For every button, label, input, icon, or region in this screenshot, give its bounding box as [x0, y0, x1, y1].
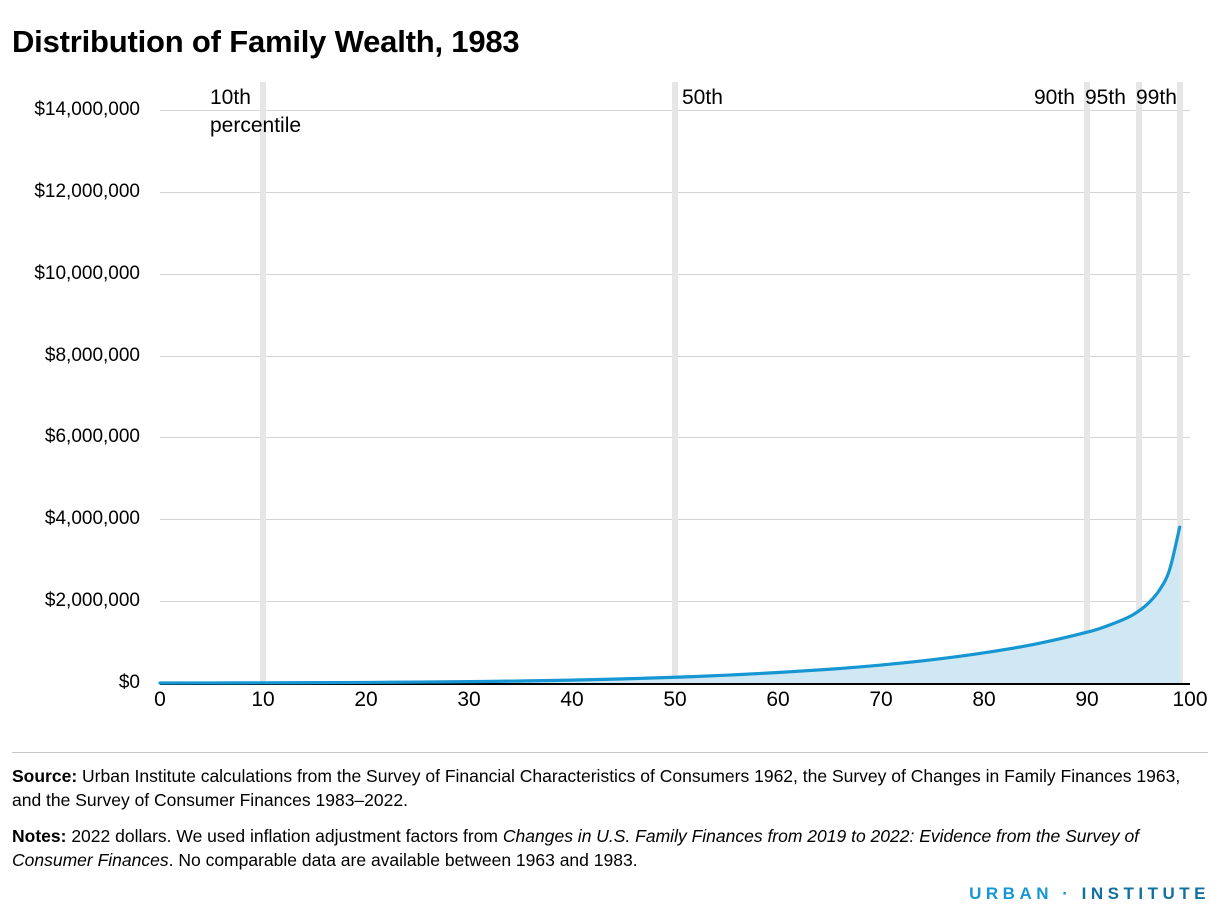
percentile-label-90: 90th: [1034, 86, 1075, 109]
area-fill: [160, 527, 1180, 683]
footer-divider: [12, 752, 1208, 753]
percentile-label-10: 10th: [210, 86, 251, 109]
x-tick-label: 70: [869, 688, 893, 711]
y-axis-labels: [0, 99, 150, 693]
x-tick-label: 20: [354, 688, 378, 711]
percentile-label-95: 95th: [1085, 86, 1126, 109]
notes-italic-title: Changes in U.S. Family Finances from 2019 to 2022: Evidence from the Survey of Consumer Finances: [12, 826, 1140, 870]
plot-area: [160, 86, 1190, 683]
y-tick-label: $10,000,000: [34, 262, 140, 284]
x-tick-label: 90: [1075, 688, 1099, 711]
percentile-sublabel-10: percentile: [210, 114, 302, 137]
y-tick-label: $4,000,000: [44, 508, 140, 530]
logo-urban: URBAN: [969, 884, 1054, 903]
x-tick-label: 40: [560, 688, 584, 711]
x-tick-label: 10: [251, 688, 275, 711]
y-tick-label: $14,000,000: [34, 99, 140, 120]
x-tick-label: 30: [457, 688, 481, 711]
y-tick-label: $12,000,000: [34, 180, 140, 202]
source-note: [12, 765, 1208, 812]
x-axis-labels: [154, 688, 1208, 720]
y-tick-label: $6,000,000: [44, 426, 140, 448]
percentile-label-99: 99th: [1136, 86, 1177, 109]
notes-note: [12, 825, 1208, 872]
page-title: Distribution of Family Wealth, 1983: [12, 24, 520, 59]
footer: [12, 752, 1208, 886]
notes-label: Notes:: [12, 826, 67, 847]
source-text: Urban Institute calculations from the Survey of Financial Characteristics of Consumers 1962, the Survey of Changes in Family Finances 1963, and the Survey of Consumer Finances 1983–2022.: [12, 766, 1181, 810]
y-tick-label: $8,000,000: [44, 344, 140, 366]
percentile-label-50: 50th: [682, 86, 723, 109]
logo-institute: INSTITUTE: [1081, 884, 1210, 903]
wealth-distribution-series: [160, 110, 1190, 683]
source-label: Source:: [12, 766, 78, 786]
x-tick-label: 50: [663, 688, 687, 711]
x-tick-label: 100: [1172, 688, 1208, 711]
notes-text-2: . No comparable data are available between 1963 and 1983.: [168, 849, 638, 870]
y-tick-label: $0: [118, 672, 140, 693]
urban-institute-logo: [969, 884, 1210, 904]
logo-dot: ·: [1062, 884, 1073, 903]
y-tick-label: $2,000,000: [44, 590, 140, 612]
x-tick-label: 80: [972, 688, 996, 711]
x-tick-label: 0: [154, 688, 166, 711]
notes-text-1: 2022 dollars. We used inflation adjustment factors from: [66, 826, 503, 847]
x-tick-label: 60: [766, 688, 790, 711]
